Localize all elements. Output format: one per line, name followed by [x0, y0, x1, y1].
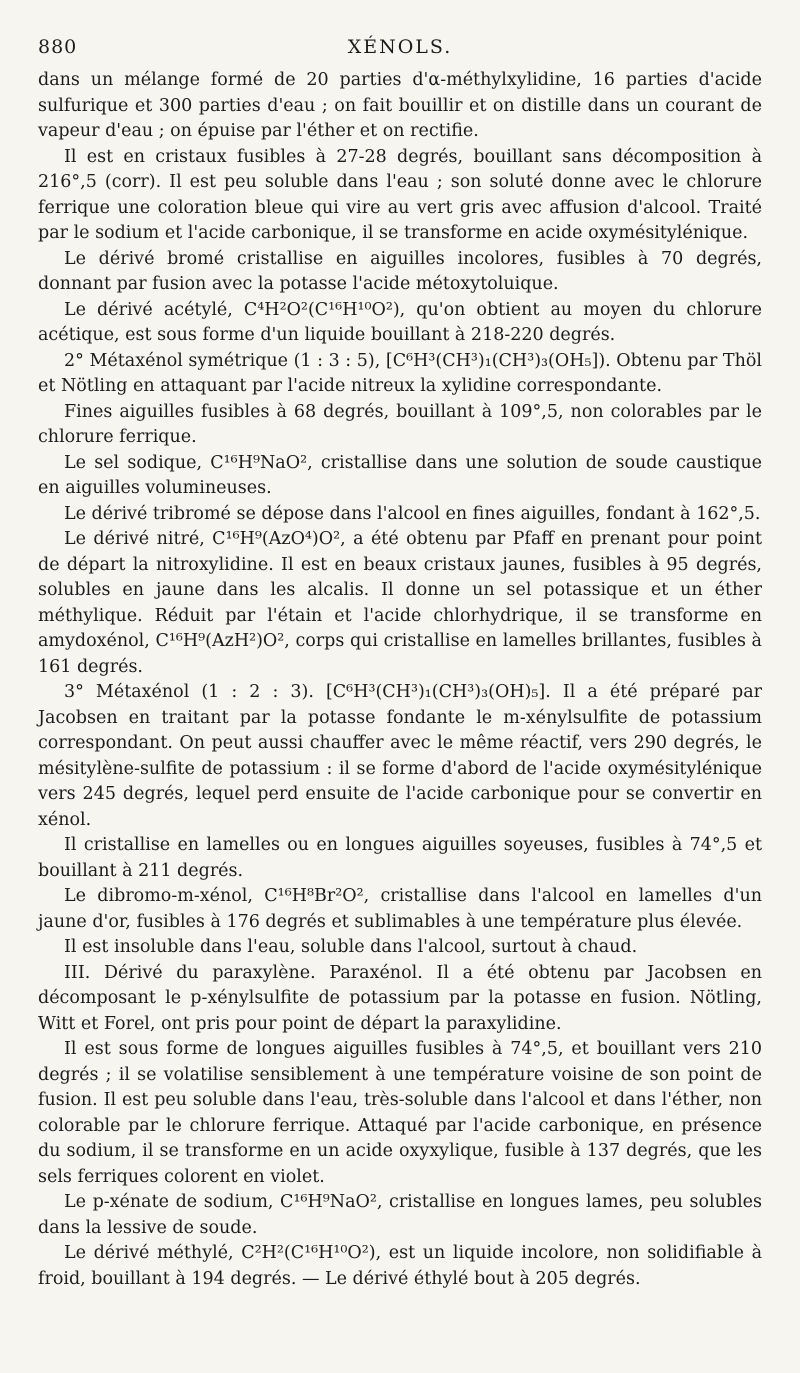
- paragraph: Il est sous forme de longues aiguilles fusibles à 74°,5, et bouillant vers 210 degrés ; il se volatilise sensiblement à une température voisine de son point de fusion. Il est peu soluble dans l'eau, très-soluble dans l'alcool et dans l'éther, non colorable par le chlorure ferrique. Attaqué par l'acide carbonique, en présence du sodium, il se transforme en un acide oxyxylique, fusible à 137 degrés, que les sels ferriques colorent en violet.: [38, 1039, 762, 1187]
- paragraph: Fines aiguilles fusibles à 68 degrés, bouillant à 109°,5, non colorables par le chlorure ferrique.: [38, 401, 762, 447]
- paragraph: Il est en cristaux fusibles à 27-28 degrés, bouillant sans décomposition à 216°,5 (corr). Il est peu soluble dans l'eau ; son soluté donne avec le chlorure ferrique une coloration bleue qui vire au vert gris avec affusion d'alcool. Traité par le sodium et l'acide carbonique, il se transforme en acide oxymésitylénique.: [38, 146, 762, 243]
- paragraph: 2° Métaxénol symétrique (1 : 3 : 5), [C⁶H³(CH³)₁(CH³)₃(OH₅]). Obtenu par Thöl et Nötling en attaquant par l'acide nitreux la xylidine correspondante.: [38, 350, 762, 396]
- paragraph-continuation: dans un mélange formé de 20 parties d'α-méthylxylidine, 16 parties d'acide sulfurique et 300 parties d'eau ; on fait bouillir et on distille dans un courant de vapeur d'eau ; on épuise par l'éther et on rectifie.: [38, 70, 762, 141]
- paragraph: Le dibromo-m-xénol, C¹⁶H⁸Br²O², cristallise dans l'alcool en lamelles d'un jaune d'or, fusibles à 176 degrés et sublimables à une température plus élevée.: [38, 886, 762, 932]
- paragraph: Le dérivé acétylé, C⁴H²O²(C¹⁶H¹⁰O²), qu'on obtient au moyen du chlorure acétique, est sous forme d'un liquide bouillant à 218-220 degrés.: [38, 299, 762, 345]
- page-header: [38, 28, 762, 68]
- paragraph: Il cristallise en lamelles ou en longues aiguilles soyeuses, fusibles à 74°,5 et bouillant à 211 degrés.: [38, 835, 762, 881]
- paragraph: Le dérivé tribromé se dépose dans l'alcool en fines aiguilles, fondant à 162°,5.: [64, 503, 761, 524]
- paragraph: Le sel sodique, C¹⁶H⁹NaO², cristallise dans une solution de soude caustique en aiguilles volumineuses.: [38, 452, 762, 498]
- paragraph: Le dérivé nitré, C¹⁶H⁹(AzO⁴)O², a été obtenu par Pfaff en prenant pour point de départ la nitroxylidine. Il est en beaux cristaux jaunes, fusibles à 95 degrés, solubles en jaune dans les alcalis. Il donne un sel potassique et un éther méthylique. Réduit par l'étain et l'acide chlorhydrique, il se transforme en amydoxénol, C¹⁶H⁹(AzH²)O², corps qui cristallise en lamelles brillantes, fusibles à 161 degrés.: [38, 529, 762, 677]
- paragraph: Le dérivé bromé cristallise en aiguilles incolores, fusibles à 70 degrés, donnant par fusion avec la potasse l'acide métoxytoluique.: [38, 248, 762, 294]
- page-number: 880: [38, 36, 78, 58]
- paragraph: 3° Métaxénol (1 : 2 : 3). [C⁶H³(CH³)₁(CH³)₃(OH)₅]. Il a été préparé par Jacobsen en traitant par la potasse fondante le m-xénylsulfite de potassium correspondant. On peut aussi chauffer avec le même réactif, vers 290 degrés, le mésitylène-sulfite de potassium : il se forme d'abord de l'acide oxymésitylénique vers 245 degrés, lequel perd ensuite de l'acide carbonique pour se convertir en xénol.: [38, 682, 762, 830]
- section-paragraph: III. Dérivé du paraxylène. Paraxénol. Il a été obtenu par Jacobsen en décomposant le p-xénylsulfite de potassium par la potasse en fusion. Nötling, Witt et Forel, ont pris pour point de départ la paraxylidine.: [38, 962, 762, 1034]
- paragraph: Le p-xénate de sodium, C¹⁶H⁹NaO², cristallise en longues lames, peu solubles dans la lessive de soude.: [38, 1192, 762, 1238]
- page-body: [38, 68, 762, 1292]
- running-title: XÉNOLS.: [347, 36, 453, 58]
- paragraph: Le dérivé méthylé, C²H²(C¹⁶H¹⁰O²), est un liquide incolore, non solidifiable à froid, bouillant à 194 degrés. — Le dérivé éthylé bout à 205 degrés.: [38, 1243, 762, 1289]
- paragraph: Il est insoluble dans l'eau, soluble dans l'alcool, surtout à chaud.: [64, 937, 638, 957]
